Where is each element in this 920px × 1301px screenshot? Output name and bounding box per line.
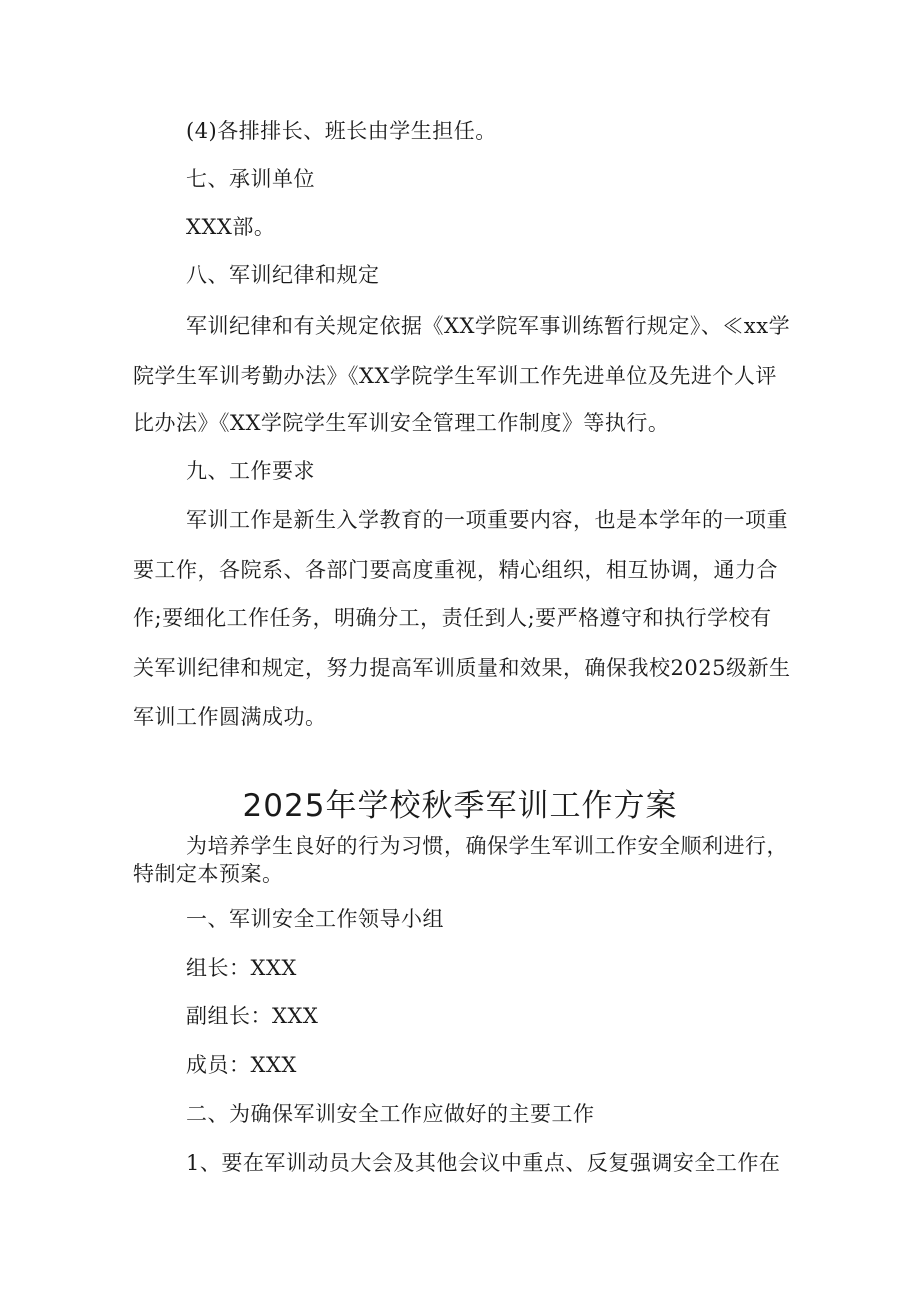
rules-paragraph-line-3: 比办法》《XX学院学生军训安全管理工作制度》等执行。 [133, 411, 670, 435]
training-unit-text: XXX部。 [186, 215, 276, 239]
document-title: 2025年学校秋季军训工作方案 [242, 788, 678, 824]
intro-paragraph-line-2: 特制定本预案。 [133, 862, 284, 886]
vice-leader-text: 副组长：XXX [186, 1004, 319, 1028]
members-text: 成员：XXX [186, 1053, 297, 1077]
section-heading-1: 一、军训安全工作领导小组 [186, 907, 444, 931]
requirements-paragraph-line-4: 关军训纪律和规定，努力提高军训质量和效果，确保我校2025级新生 [133, 656, 791, 680]
section-heading-9: 九、工作要求 [186, 459, 315, 483]
item-4-text: (4)各排排长、班长由学生担任。 [186, 119, 497, 143]
rules-paragraph-line-1: 军训纪律和有关规定依据《XX学院军事训练暂行规定》、≪xx学 [186, 314, 791, 338]
leader-text: 组长：XXX [186, 956, 297, 980]
requirements-paragraph-line-5: 军训工作圆满成功。 [133, 705, 327, 729]
section-heading-8: 八、军训纪律和规定 [186, 263, 380, 287]
requirements-paragraph-line-3: 作;要细化工作任务，明确分工，责任到人;要严格遵守和执行学校有 [133, 606, 772, 630]
requirements-paragraph-line-1: 军训工作是新生入学教育的一项重要内容，也是本学年的一项重 [186, 508, 788, 532]
requirements-paragraph-line-2: 要工作，各院系、各部门要高度重视，精心组织，相互协调，通力合 [133, 558, 778, 582]
point-1-text: 1、要在军训动员大会及其他会议中重点、反复强调安全工作在 [186, 1151, 781, 1175]
intro-paragraph-line-1: 为培养学生良好的行为习惯，确保学生军训工作安全顺利进行， [186, 834, 788, 858]
section-heading-2: 二、为确保军训安全工作应做好的主要工作 [186, 1102, 595, 1126]
rules-paragraph-line-2: 院学生军训考勤办法》《XX学院学生军训工作先进单位及先进个人评 [133, 364, 777, 388]
section-heading-7: 七、承训单位 [186, 167, 315, 191]
